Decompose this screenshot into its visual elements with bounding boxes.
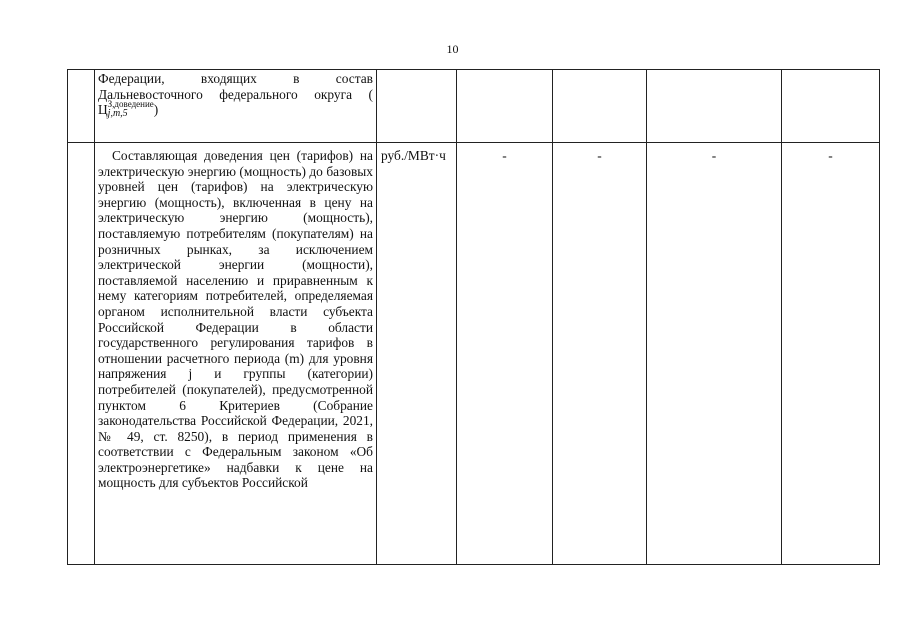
page-number: 10: [446, 42, 459, 56]
value-dash: -: [711, 148, 717, 163]
value-cell: [553, 143, 647, 565]
value-cell: [647, 70, 782, 143]
formula: [98, 99, 159, 120]
value-cell: [647, 143, 782, 565]
formula-subscript: j,m,5: [107, 108, 128, 120]
formula-superscript: З,доведение: [107, 99, 154, 110]
value-dash: -: [502, 148, 507, 163]
unit-cell: [377, 70, 457, 143]
value-cell: [782, 70, 880, 143]
tariff-table: [67, 69, 880, 565]
formula-base: Ц: [98, 102, 108, 118]
formula-close: ): [153, 102, 159, 118]
unit-cell: [377, 143, 457, 565]
row1-description: [98, 71, 373, 120]
description-cell: [95, 143, 377, 565]
row1-text: Федерации, входящих в состав Дальневосточного федерального округа (: [98, 71, 373, 102]
row2-description: Составляющая доведения цен (тарифов) на электрическую энергию (мощность) до базовых уровней цен (тарифов) на электрическую энергию (мощность), включенная в цену на электрическую энергию (мощность), поставляемую потребителям (покупателям) на розничных рынках, за исключением электрической энергии (мощности), поставляемой населению и приравненным к нему категориям потребителей, определяемая органом исполнительной власти субъекта Российской Федерации в области государственного регулирования тарифов в отношении расчетного периода (m) для уровня напряжения j и группы (категории) потребителей (покупателей), предусмотренной пунктом 6 Критериев (Собрание законодательства Российской Федерации, 2021, № 49, ст. 8250), в период применения в соответствии с Федеральным законом «Об электроэнергетике» надбавки к цене на мощность для субъектов Российской: [98, 148, 373, 491]
table-row: [68, 143, 880, 565]
row-number-cell: [68, 143, 95, 565]
description-cell: [95, 70, 377, 143]
unit-label: руб./МВт·ч: [381, 148, 446, 163]
value-cell: [553, 70, 647, 143]
value-dash: -: [828, 148, 833, 163]
row-number-cell: [68, 70, 95, 143]
value-cell: [457, 143, 553, 565]
table-row: [68, 70, 880, 143]
value-dash: -: [597, 148, 602, 163]
value-cell: [782, 143, 880, 565]
value-cell: [457, 70, 553, 143]
